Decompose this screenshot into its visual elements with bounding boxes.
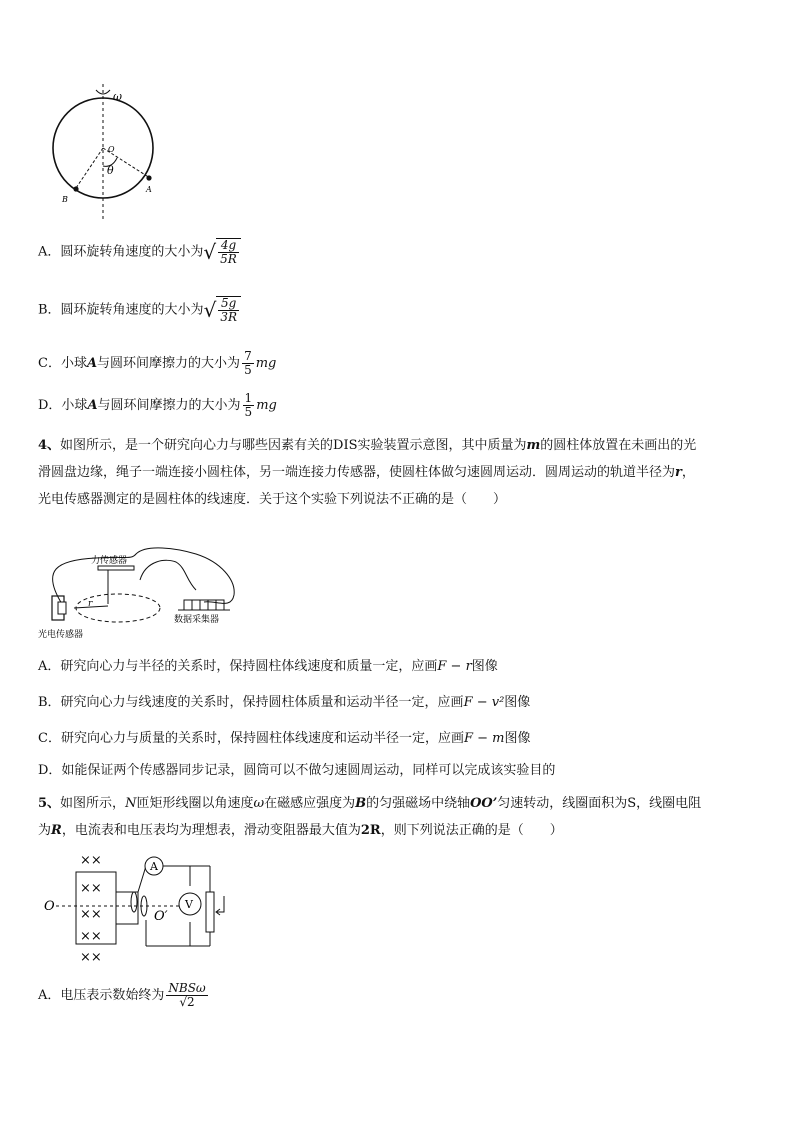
svg-text:××: ×× — [80, 929, 102, 944]
ball-b-label: B — [62, 195, 68, 204]
q4-stem: 4、如图所示，是一个研究向心力与哪些因素有关的DIS实验装置示意图，其中质量为m的圆柱体放置在未画出的光 滑圆盘边缘，绳子一端连接小圆柱体，另一端连接力传感器，使圆柱体做匀速圆周运动．圆周运动的轨道半径为r， 光电传感器测定的是圆柱体的线速度．关于这个实验下列说法不正确的是（ ） — [38, 438, 697, 507]
ball-a-label: A — [146, 185, 152, 194]
theta-label: θ — [107, 164, 114, 177]
axis-o-label: O — [44, 899, 55, 914]
cross-top: ×× — [80, 853, 102, 868]
ammeter-symbol: A — [150, 860, 158, 873]
svg-text:××: ×× — [80, 907, 102, 922]
force-sensor-label: 力传感器 — [91, 556, 128, 566]
q4-option-d[interactable]: D．如能保证两个传感器同步记录，圆筒可以不做匀速圆周运动，同样可以完成该实验目的 — [38, 763, 556, 778]
q3-option-c[interactable]: C．小球A与圆环间摩擦力的大小为 $\frac{7}{5}$ mg — [38, 349, 277, 377]
sqrt-b: √ $\frac{5g}{3R}$ — [204, 296, 241, 324]
q3-option-a[interactable]: A．圆环旋转角速度的大小为√ $\frac{4g}{5R}$ — [38, 238, 241, 266]
data-collector-label: 数据采集器 — [174, 615, 220, 625]
q5-option-a[interactable]: A．电压表示数始终为 $\frac{\text{NBSω}}{√2}$ — [38, 981, 206, 1009]
dis-apparatus-figure — [36, 540, 246, 640]
q5-number: 5、 — [38, 796, 61, 811]
sqrt-a: √ $\frac{4g}{5R}$ — [203, 238, 240, 266]
svg-text:××: ×× — [80, 881, 102, 896]
q4-option-c[interactable]: C．研究向心力与质量的关系时，保持圆柱体线速度和运动半径一定，应画F − m图像 — [38, 731, 531, 746]
generator-circuit-figure — [42, 848, 247, 963]
q4-number: 4、 — [38, 438, 61, 453]
q4-option-a[interactable]: A．研究向心力与半径的关系时，保持圆柱体线速度和质量一定，应画F − r图像 — [38, 659, 498, 674]
omega-label: ω — [113, 90, 122, 103]
center-label: O — [108, 145, 115, 154]
voltmeter-symbol: V — [185, 898, 193, 911]
photo-sensor-label: 光电传感器 — [38, 630, 84, 640]
ring-figure — [50, 78, 170, 223]
q5-stem: 5、如图所示，N匝矩形线圈以角速度ω在磁感应强度为B的匀强磁场中绕轴OO’匀速转动，线圈面积为S，线圈电阻 为R，电流表和电压表均为理想表，滑动变阻器最大值为2R，则下列说法正确的是（ ） — [38, 796, 702, 838]
axis-oprime-label: O′ — [154, 909, 168, 924]
radius-label: r — [88, 599, 93, 609]
q3-option-b[interactable]: B．圆环旋转角速度的大小为√ $\frac{5g}{3R}$ — [38, 296, 241, 324]
q4-option-b[interactable]: B．研究向心力与线速度的关系时，保持圆柱体质量和运动半径一定，应画F − v²图像 — [38, 695, 531, 710]
cross-bottom: ×× — [80, 950, 102, 963]
q3-option-d[interactable]: D．小球A与圆环间摩擦力的大小为 $\frac{1}{5}$ mg — [38, 391, 277, 419]
